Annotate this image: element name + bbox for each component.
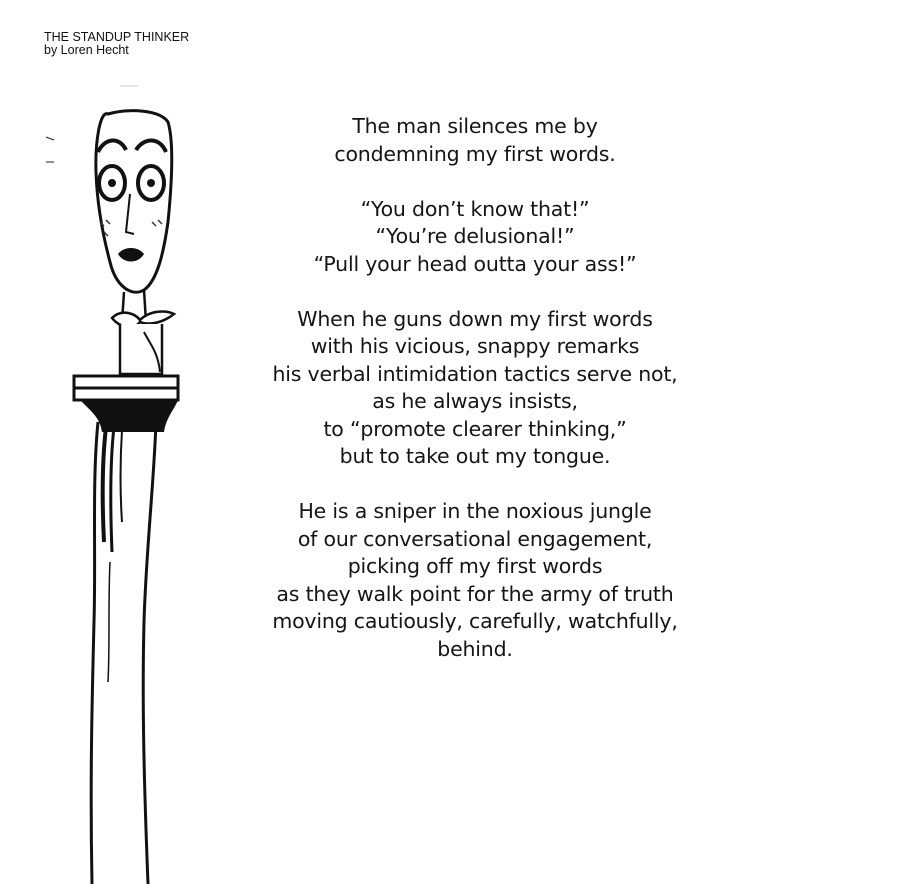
head-outline	[96, 111, 172, 292]
poem-line: to “promote clearer thinking,”	[323, 416, 627, 441]
poem-line: behind.	[437, 636, 513, 661]
poem-line: The man silences me by	[352, 114, 598, 138]
stray-mark	[46, 137, 54, 140]
byline: by Loren Hecht	[44, 43, 129, 57]
pillar-flute	[111, 427, 114, 552]
poem-line: “Pull your head outta your ass!”	[313, 251, 637, 276]
pillar-capital	[74, 376, 178, 388]
pillar-flute	[108, 562, 110, 682]
poem-line: but to take out my tongue.	[339, 444, 611, 468]
title: THE STANDUP THINKER	[44, 30, 190, 44]
collar	[120, 324, 162, 374]
pillar-figure-illustration	[40, 82, 190, 884]
poem	[240, 113, 710, 691]
poem-line: When he guns down my first words	[297, 306, 653, 331]
pillar-shaft-left	[91, 422, 98, 884]
stanza	[240, 113, 710, 168]
pillar-shaft-right	[143, 422, 156, 884]
pillar-capital-base	[74, 388, 178, 400]
poem-line: as he always insists,	[372, 389, 578, 413]
poem-line: “You don’t know that!”	[360, 196, 590, 221]
pupil	[108, 179, 116, 187]
pillar-figure-svg	[40, 82, 190, 884]
poem-line: with his vicious, snappy remarks	[310, 334, 640, 358]
poem-line: condemning my first words.	[334, 141, 616, 166]
poem-line: He is a sniper in the noxious jungle	[298, 499, 652, 523]
stanza	[240, 498, 710, 663]
poem-line: moving cautiously, carefully, watchfully,	[272, 609, 678, 633]
poem-line: as they walk point for the army of truth	[276, 581, 674, 606]
poem-line: his verbal intimidation tactics serve not,	[272, 361, 678, 386]
poem-line: “You’re delusional!”	[375, 224, 575, 248]
header	[44, 31, 189, 57]
poem-line: of our conversational engagement,	[297, 526, 653, 551]
pillar-flute	[121, 430, 123, 522]
pillar-echinus	[80, 400, 178, 432]
stanza	[240, 196, 710, 279]
stanza	[240, 306, 710, 471]
pillar-flute	[103, 427, 106, 542]
poem-line: picking off my first words	[347, 554, 603, 578]
pupil	[147, 179, 155, 187]
